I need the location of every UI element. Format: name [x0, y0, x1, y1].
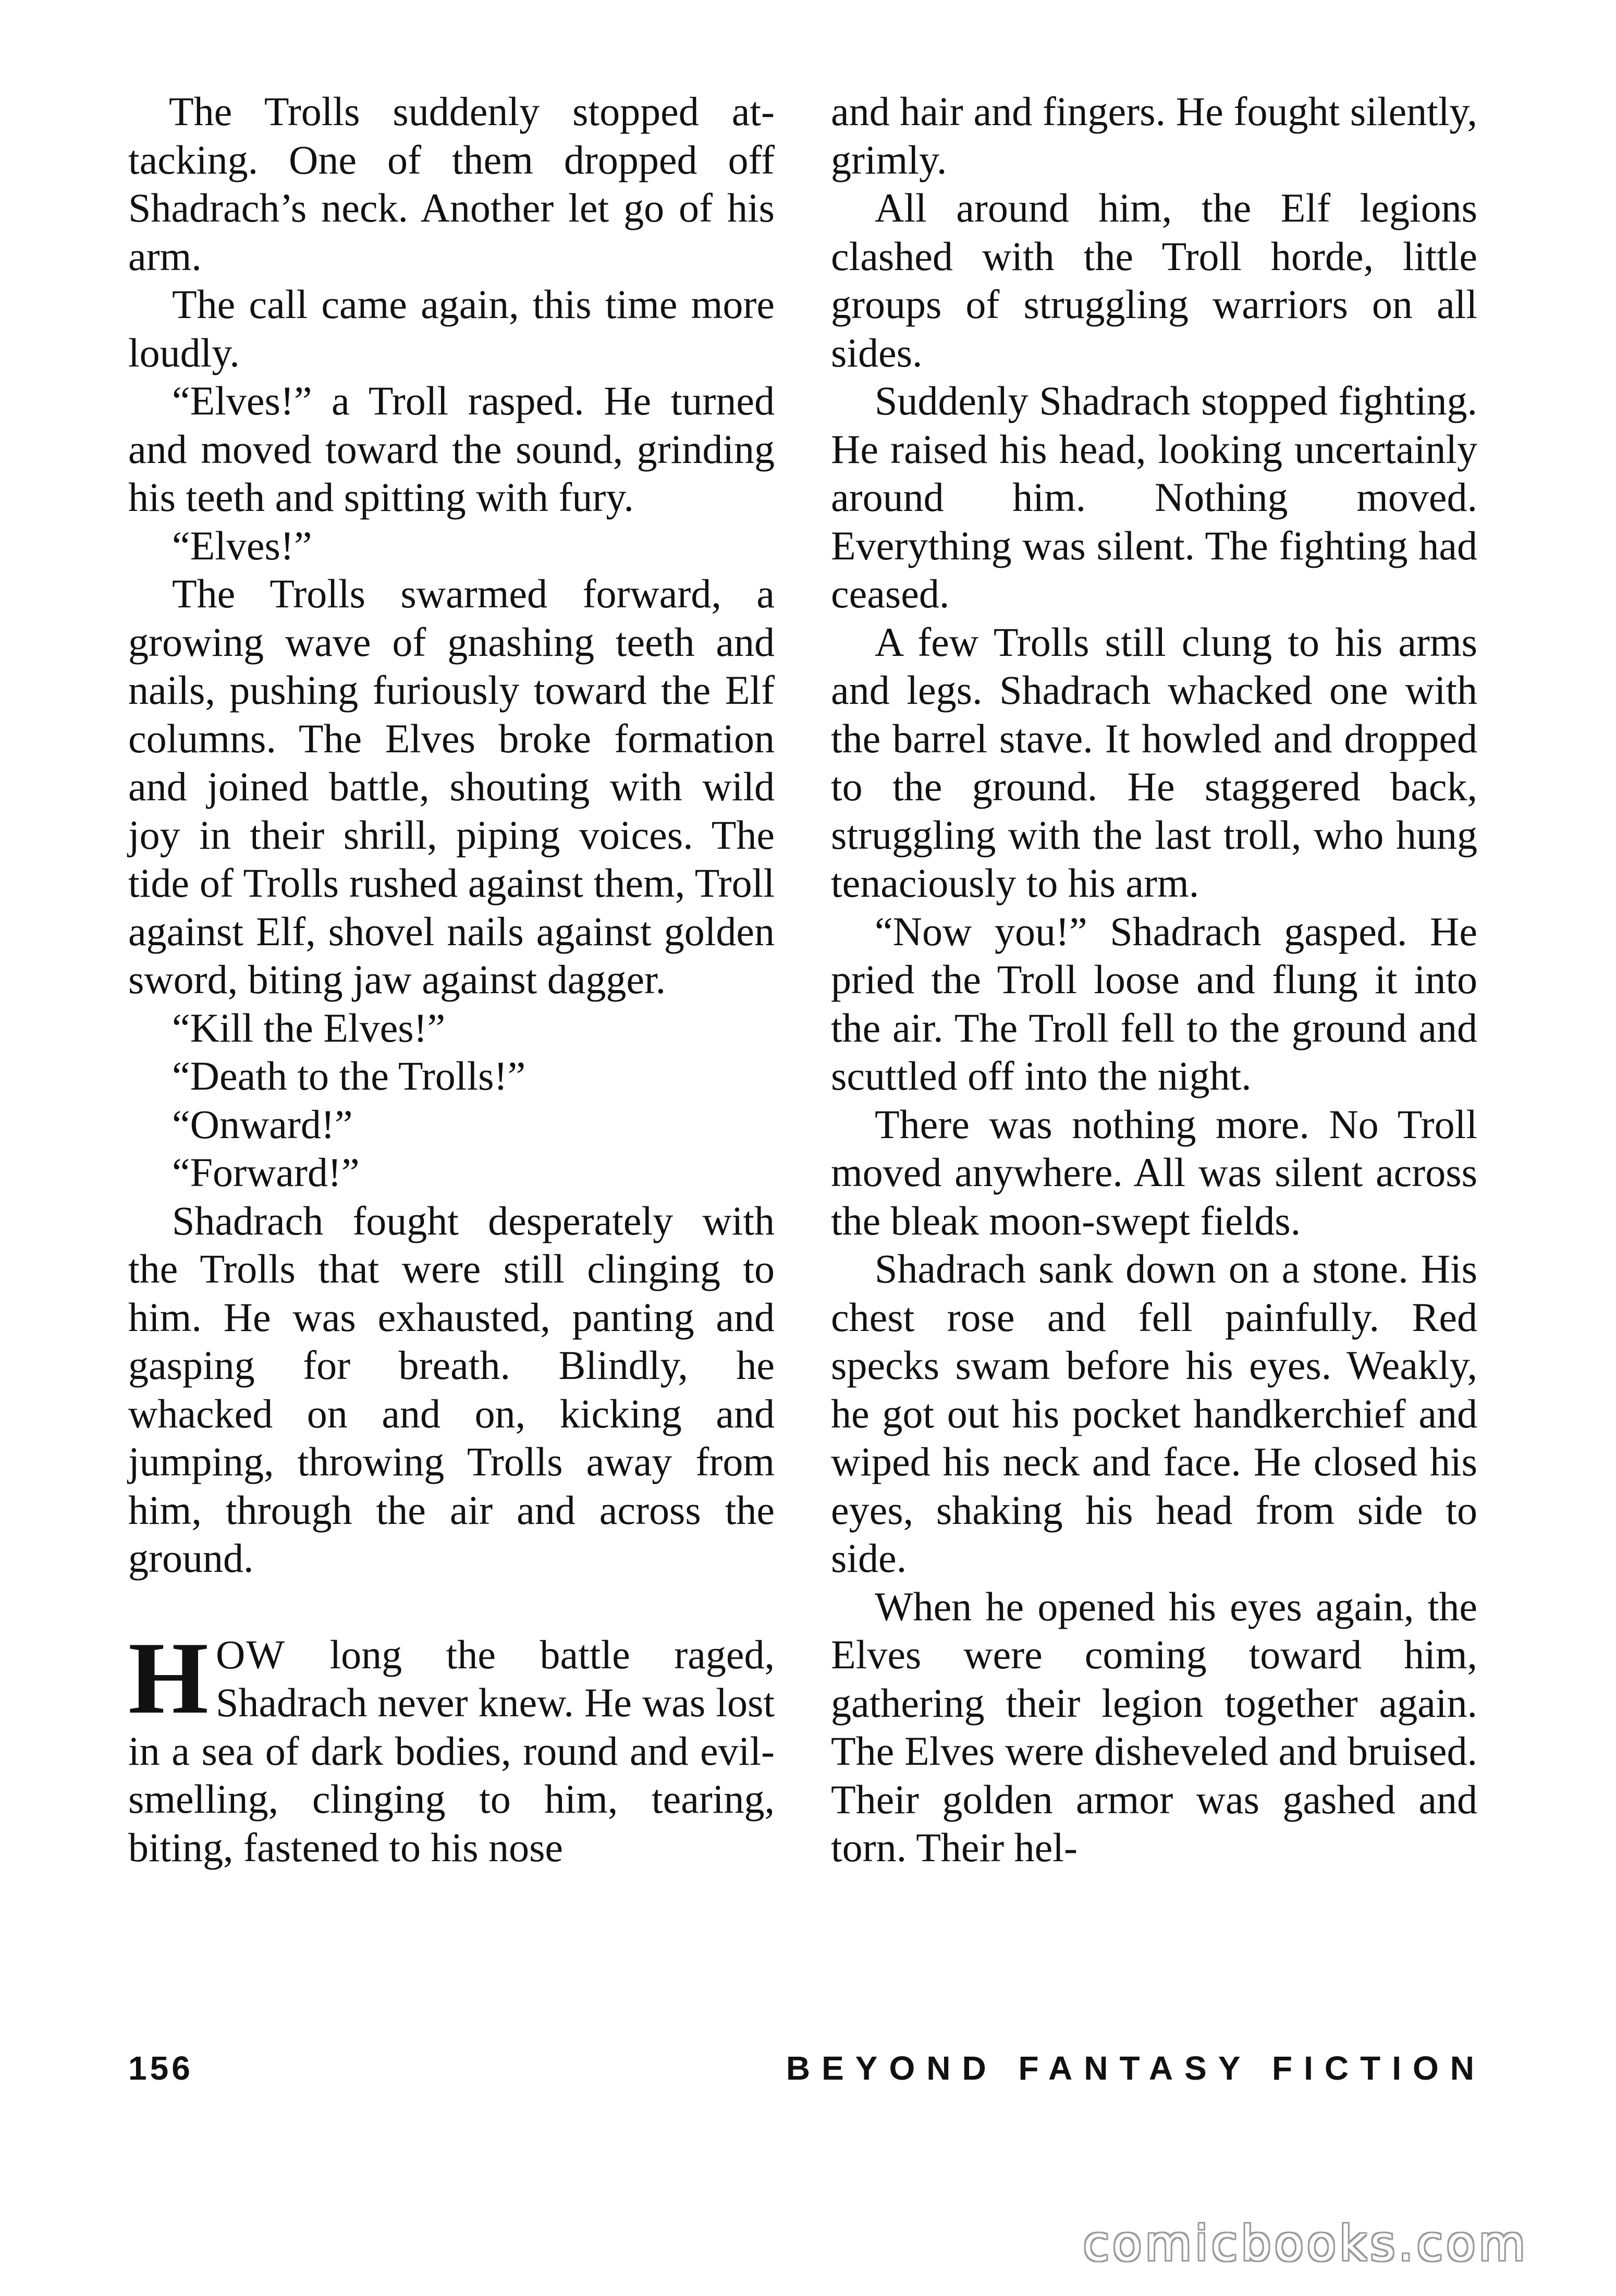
small-caps-lead: OW: [216, 1631, 286, 1677]
paragraph: The Trolls suddenly stopped attacking. One of them dropped off Shadrach’s neck. Another let go of his arm.: [128, 89, 775, 279]
paragraph-text: long the battle raged, Shadrach never knew. He was lost in a sea of dark bodies, round and evil-smelling, clinging to him, tearing, biting, fastened to his nose: [128, 1631, 775, 1870]
paragraph: “Kill the Elves!”: [172, 1005, 446, 1051]
right-column: [831, 88, 1477, 1872]
paragraph: Suddenly Shadrach stopped fighting. He raised his head, looking uncertainly around him. Nothing moved. Everything was silent. The fighting had ceased.: [831, 378, 1477, 616]
paragraph: When he opened his eyes again, the Elves were coming toward him, gathering their legion together again. The Elves were disheveled and bruised. Their golden armor was gashed and torn. Their hel-: [831, 1583, 1477, 1870]
paragraph: “Now you!” Shadrach gasped. He pried the Troll loose and flung it into the air. The Troll fell to the ground and scuttled off into the night.: [831, 908, 1477, 1098]
paragraph: “Onward!”: [172, 1101, 353, 1147]
paragraph: The call came again, this time more loudly.: [128, 282, 775, 375]
paragraph: “Death to the Trolls!”: [172, 1053, 526, 1098]
paragraph: Shadrach fought desperately with the Trolls that were still clinging to him. He was exhausted, panting and gasping for breath. Blindly, he whacked on and on, kicking and jumping, throwing Trolls away from him, through the air and across the ground.: [128, 1198, 775, 1581]
paragraph: All around him, the Elf legions clashed with the Troll horde, little groups of struggling warriors on all sides.: [831, 185, 1477, 375]
paragraph: The Trolls swarmed forward, a growing wave of gnashing teeth and nails, pushing furiously toward the Elf columns. The Elves broke formation and joined battle, shouting with wild joy in their shrill, piping voices. The tide of Trolls rushed against them, Troll against Elf, shovel nails against golden sword, biting jaw against dagger.: [128, 571, 775, 1002]
paragraph: There was nothing more. No Troll moved anywhere. All was silent across the bleak moon-swept fields.: [831, 1101, 1477, 1243]
paragraph: “Elves!” a Troll rasped. He turned and moved toward the sound, grinding his teeth and spitting with fury.: [128, 378, 775, 520]
paragraph: “Elves!”: [172, 522, 312, 568]
paragraph: Shadrach sank down on a stone. His chest rose and fell painfully. Red specks swam before his eyes. Weakly, he got out his pocket handkerchief and wiped his neck and face. He closed his eyes, shaking his head from side to side.: [831, 1246, 1477, 1581]
paragraph: A few Trolls still clung to his arms and legs. Shadrach whacked one with the barrel stave. It howled and dropped to the ground. He staggered back, struggling with the last troll, who hung tenaciously to his arm.: [831, 619, 1477, 906]
magazine-title: BEYOND FANTASY FICTION: [786, 2049, 1486, 2087]
paragraph-continuation: and hair and fingers. He fought silently, grimly.: [831, 89, 1477, 182]
section-opening-paragraph: [128, 1620, 775, 1872]
watermark: comicbooks.com: [1083, 2216, 1528, 2271]
left-column: [128, 88, 775, 1872]
paragraph: “Forward!”: [172, 1150, 360, 1195]
page-number: 156: [128, 2049, 193, 2087]
drop-cap: H: [128, 1620, 209, 1735]
